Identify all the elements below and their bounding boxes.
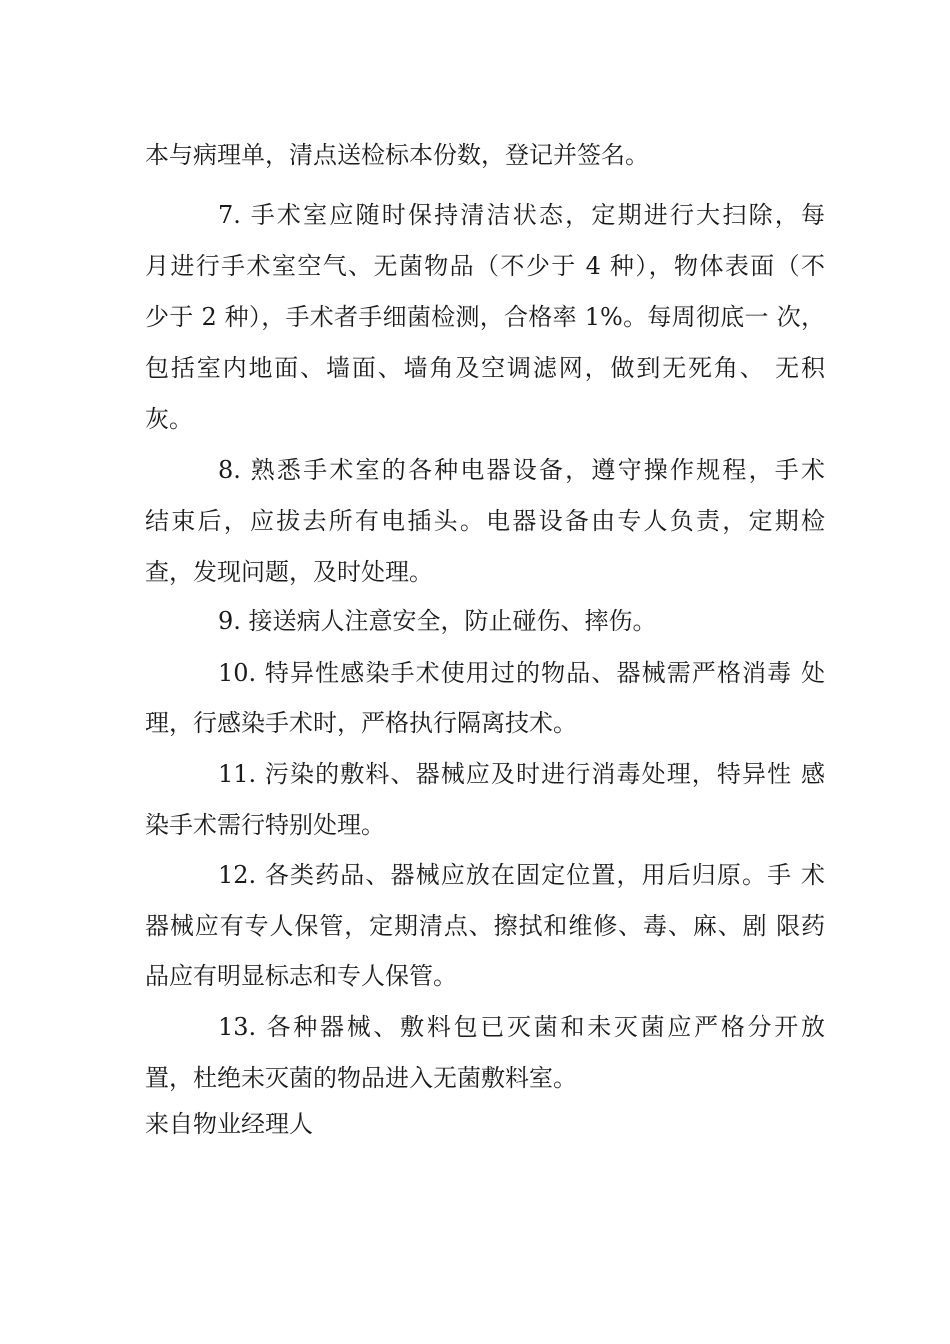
text-line: 少于 2 种），手术者手细菌检测，合格率 1%。每周彻底一 次， xyxy=(145,303,825,331)
text-line: 8. 熟悉手术室的各种电器设备，遵守操作规程，手术 xyxy=(218,456,825,484)
footer-source: 来自物业经理人 xyxy=(145,1110,313,1138)
text-line: 品应有明显标志和专人保管。 xyxy=(145,962,457,990)
text-line: 灰。 xyxy=(145,405,193,433)
text-line: 理，行感染手术时，严格执行隔离技术。 xyxy=(145,709,577,737)
text-line: 查，发现问题，及时处理。 xyxy=(145,558,433,586)
text-line: 9. 接送病人注意安全，防止碰伤、摔伤。 xyxy=(218,607,657,635)
text-line: 染手术需行特别处理。 xyxy=(145,811,385,839)
text-line: 7. 手术室应随时保持清洁状态，定期进行大扫除，每 xyxy=(218,201,825,229)
text-line: 13. 各种器械、敷料包已灭菌和未灭菌应严格分开放 xyxy=(218,1013,825,1041)
text-line: 包括室内地面、墙面、墙角及空调滤网，做到无死角、 无积 xyxy=(145,354,825,382)
text-line: 器械应有专人保管，定期清点、擦拭和维修、毒、麻、剧 限药 xyxy=(145,912,825,940)
text-line: 10. 特异性感染手术使用过的物品、器械需严格消毒 处 xyxy=(218,659,825,687)
text-line: 12. 各类药品、器械应放在固定位置，用后归原。手 术 xyxy=(218,861,825,889)
text-line: 置，杜绝未灭菌的物品进入无菌敷料室。 xyxy=(145,1064,577,1092)
text-line: 11. 污染的敷料、器械应及时进行消毒处理，特异性 感 xyxy=(218,760,825,788)
text-line: 本与病理单，清点送检标本份数，登记并签名。 xyxy=(145,141,649,169)
text-line: 月进行手术室空气、无菌物品（不少于 4 种），物体表面（不 xyxy=(145,252,825,280)
text-line: 结束后，应拔去所有电插头。电器设备由专人负责，定期检 xyxy=(145,507,825,535)
